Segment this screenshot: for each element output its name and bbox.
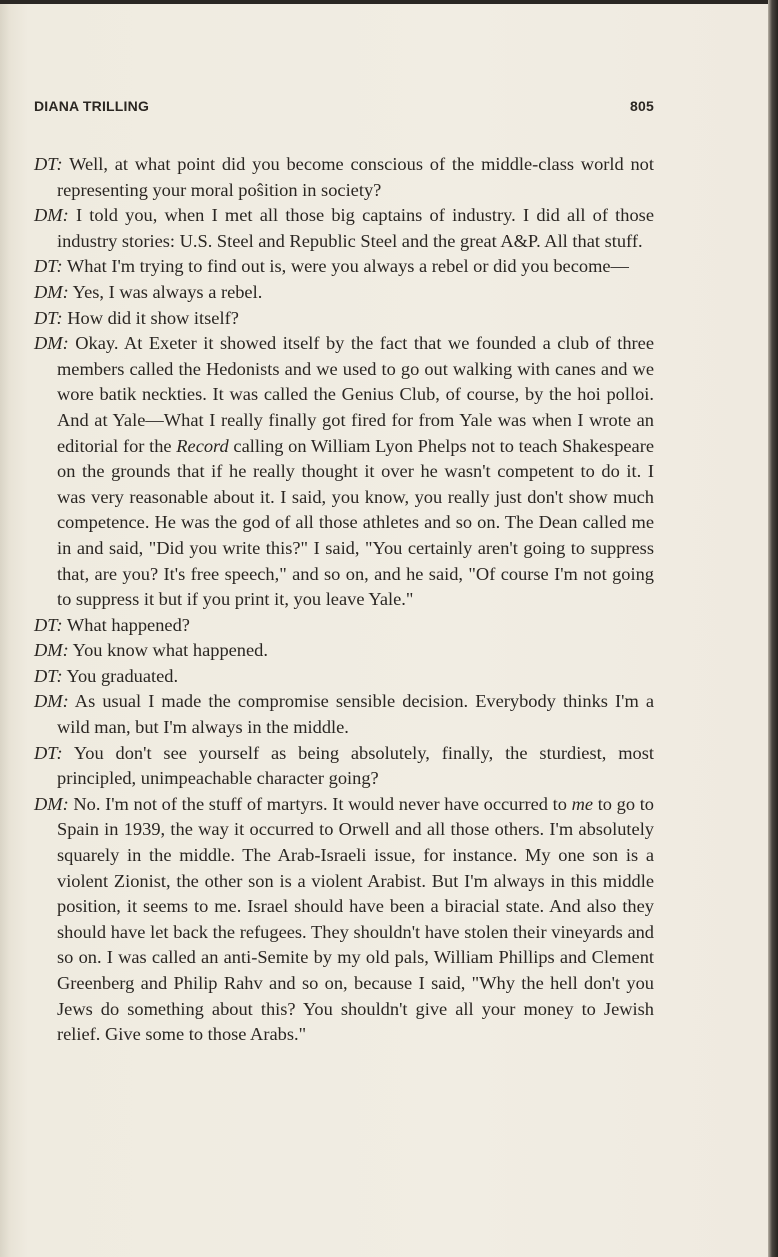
dialogue-paragraph — [34, 203, 654, 254]
dialogue-text: What I'm trying to find out is, were you always a rebel or did you become— — [62, 256, 629, 277]
dialogue-paragraph — [34, 741, 654, 792]
dialogue-text: Okay. At Exeter it showed itself by the fact that we founded a club of three members called the Hedonists and we used to go out walking with canes and we wore batik neckties. It was called the Genius Club, of course, by the hoi polloi. And at Yale—What I really finally got fired for from Yale was when I wrote an editorial for the — [57, 333, 654, 456]
dialogue-paragraph — [34, 331, 654, 613]
running-head-title: DIANA TRILLING — [34, 98, 150, 114]
dialogue-text: How did it show itself? — [62, 307, 239, 328]
dialogue-paragraph — [34, 306, 654, 332]
speaker-label: DT: — [34, 742, 63, 763]
dialogue-paragraph — [34, 638, 654, 664]
speaker-label: DM: — [34, 793, 69, 814]
book-spine-shadow — [768, 0, 778, 1257]
speaker-label: DT: — [34, 614, 63, 635]
dialogue-paragraph — [34, 254, 654, 280]
interview-transcript — [34, 152, 654, 1048]
book-page — [0, 4, 768, 1257]
dialogue-paragraph — [34, 613, 654, 639]
speaker-label: DT: — [34, 307, 63, 328]
dialogue-text: As usual I made the compromise sensible decision. Everybody thinks I'm a wild man, but I'm always in the middle. — [57, 691, 654, 738]
dialogue-text: You graduated. — [62, 665, 179, 686]
dialogue-paragraph — [34, 664, 654, 690]
speaker-label: DT: — [34, 256, 63, 277]
dialogue-text: Yes, I was always a rebel. — [68, 281, 263, 302]
dialogue-text: You don't see yourself as being absolutely, finally, the sturdiest, most principled, unimpeachable character going? — [57, 742, 654, 789]
italic-title: Record — [176, 435, 229, 456]
dialogue-text: to go to Spain in 1939, the way it occurred to Orwell and all those others. I'm absolutely squarely in the middle. The Arab-Israeli issue, for instance. My one son is a violent Zionist, the other son is a violent Arabist. But I'm always in this middle position, it seems to me. Israel should have been a biracial state. And also they should have let back the refugees. They shouldn't have stolen their vineyards and so on. I was called an anti-Semite by my old pals, William Phillips and Clement Greenberg and Philip Rahv and so on, because I said, "Why the hell don't you Jews do something about this? You shouldn't give all your money to Jewish relief. Give some to those Arabs." — [57, 793, 655, 1045]
speaker-label: DM: — [34, 640, 69, 661]
dialogue-paragraph — [34, 689, 654, 740]
speaker-label: DT: — [34, 665, 63, 686]
dialogue-text: You know what happened. — [68, 640, 268, 661]
dialogue-paragraph — [34, 152, 654, 203]
dialogue-paragraph — [34, 792, 654, 1048]
dialogue-text: No. I'm not of the stuff of martyrs. It would never have occurred to — [68, 793, 572, 814]
speaker-label: DM: — [34, 205, 69, 226]
dialogue-text: calling on William Lyon Phelps not to teach Shakespeare on the grounds that if he really thought it over he wasn't competent to do it. I was very reasonable about it. I said, you know, you really just don't show much competence. He was the god of all those athletes and so on. The Dean called me in and said, "Did you write this?" I said, "You certainly aren't going to suppress that, are you? It's free speech," and so on, and he said, "Of course I'm not going to suppress it but if you print it, you leave Yale." — [57, 435, 655, 610]
italic-emphasis: me — [571, 793, 594, 814]
dialogue-text: Well, at what point did you become conscious of the middle-class world not representing your moral poŝition in society? — [57, 154, 654, 200]
speaker-label: DM: — [34, 281, 69, 302]
speaker-label: DT: — [34, 154, 63, 174]
speaker-label: DM: — [34, 333, 69, 354]
dialogue-text: I told you, when I met all those big captains of industry. I did all of those industry stories: U.S. Steel and Republic Steel and the great A&P. All that stuff. — [57, 205, 654, 251]
dialogue-paragraph — [34, 280, 654, 306]
page-number: 805 — [630, 98, 654, 114]
running-head — [34, 98, 654, 120]
speaker-label: DM: — [34, 691, 69, 712]
dialogue-text: What happened? — [62, 614, 190, 635]
